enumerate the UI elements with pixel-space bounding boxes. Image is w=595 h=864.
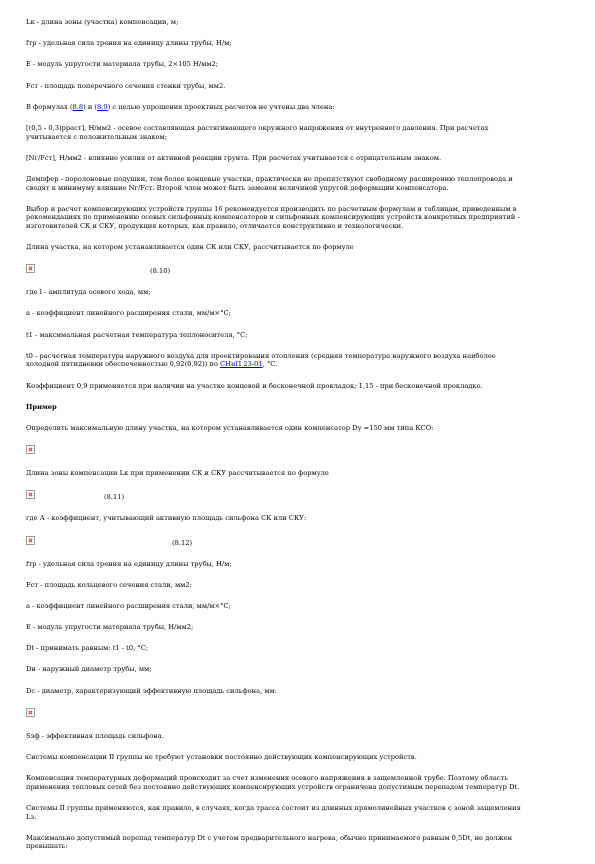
broken-image-icon [26,708,35,717]
formula-number: (8.10) [150,267,171,276]
definition-coef-a: где А - коэффициент, учитывающий активную площадь сильфона СК или СКУ: [26,514,307,523]
definition-dc: Dс - диаметр, характеризующий эффективную площадь сильфона, мм: [26,686,277,695]
definition-t1: t1 - максимальная расчетная температура теплоносителя, °С; [26,330,248,339]
definition-fst: Fст - площадь поперечного сечения стенки трубы, мм2. [26,81,226,90]
paragraph-selection: Выбор и расчет компенсирующих устройств группы 16 рекомендуется производить по расчетным формулам и таблицам, приведенным в рекомендациях по применению осевых сильфонных компенсаторов и сильфонных компенсирующих устройств конкретных предприятий - изготовителей СК и СКУ, продукция которых, как правило, отличается конструктивно и технологически. [26,204,520,230]
formula-number: (8.12) [172,538,193,547]
paragraph-group-2-usage: Системы II группы применяются, как правило, в случаях, когда трасса состоит из длинных прямолинейных участков с зоной защемления Lз. [26,804,521,821]
paragraph-damper: Демпфер - поролоновые подушки, тем более концевые участки, практически не препятствуют свободному расширению теплопровода и сводят к минимуму влияние Nг/Fст. Второй член может быть заменен величиной упругой деформации компенсатора. [26,174,513,192]
definition-t0: t0 - расчетная температура наружного воздуха для проектирования отопления (средняя температура наружного воздуха наиболее холодной пятидневки обеспеченностью 0,92(0,92)) по СНиП 23-01, °С. [26,351,496,369]
example-formula [26,445,574,459]
definition-dn: Dн - наружный диаметр трубы, мм; [26,665,152,674]
definition-a-2: a - коэффициент линейного расширения стали, мм/м×°С; [26,601,231,610]
formula-note: В формулах (8.8) и (8.9) с целью упрощения проектных расчетов не учтены два члена: [26,102,335,111]
formula-8-10 [26,264,574,278]
formula-number: (8.11) [104,493,125,502]
link-snip-23-01[interactable]: СНиП 23-01 [220,360,263,369]
paragraph-segment-length: Длина участка, на котором устанавливается один СК или СКУ, рассчитывается по формуле [26,243,354,252]
broken-image-icon [26,264,35,273]
definition-ftr: fтр - удельная сила трения на единицу длины трубы, Н/м; [26,39,232,48]
definition-lk: Lк - длина зоны (участка) компенсации, м; [26,18,179,26]
example-task: Определить максимальную длину участка, на котором устанавливается один компенсатор Dу =150 мм типа КСО: [26,423,434,432]
broken-image-icon [26,536,35,545]
paragraph-coefficient: Коэффициент 0,9 применяется при наличии на участке концевой и бесконечной прокладок; 1,15 - при бесконечной прокладке. [26,381,483,390]
link-formula-8-8[interactable]: 8.8 [72,102,84,111]
broken-image-icon [26,490,35,499]
term-axial-stress: [(0,5 - 0,3)pраст], Н/мм2 - осевое составляющая растягивающего окружного напряжения от внутреннего давления. При расчетах учитывается с положительным знаком; [26,123,489,141]
example-heading: Пример [26,402,57,411]
definition-a: a - коэффициент линейного расширения стали, мм/м×°С; [26,309,231,318]
paragraph-max-dt: Максимально допустимый перепад температур Dt с учетом предварительного нагрева, обычно принимаемого равным 0,5Dt, не должен превышать: [26,833,513,851]
paragraph-group-2: Системы компенсации II группы не требуют установки постоянно действующих компенсирующих устройств. [26,753,417,762]
definition-dt: Dt - принимать равным: t1 - t0, °С; [26,644,149,653]
document-body [26,18,574,864]
definition-ftr-2: fтр - удельная сила трения на единицу длины трубы, Н/м; [26,559,232,568]
paragraph-zone-length: Длина зоны компенсации Lк при применении СК и СКУ рассчитывается по формуле [26,469,329,478]
broken-image-icon [26,445,35,454]
definition-l: где l - амплитуда осевого хода, мм; [26,288,151,297]
formula-dc [26,708,574,722]
definition-e: Е - модуль упругости материала трубы, 2×105 Н/мм2; [26,60,219,69]
definition-e-2: Е - модуль упругости материала трубы, Н/мм2; [26,623,194,632]
definition-seff: Sэф - эффективная площадь сильфона. [26,731,164,740]
paragraph-compensation: Компенсация температурных деформаций происходит за счет изменения осевого напряжения в защемленной трубе. Поэтому область применения тепловых сетей без постоянно действующих компенсирующих устройств ограничена допустимым перепадом температур Dt. [26,774,520,791]
term-soil-reaction: [Nг/Fст], Н/мм2 - влияние усилия от активной реакции грунта. При расчетах учитывается с отрицательным знаком. [26,153,442,162]
link-formula-8-9[interactable]: 8.9 [97,102,108,111]
formula-8-11 [26,490,574,504]
definition-fst-2: Fст - площадь кольцевого сечения стали, мм2; [26,580,192,589]
formula-8-12 [26,536,574,550]
